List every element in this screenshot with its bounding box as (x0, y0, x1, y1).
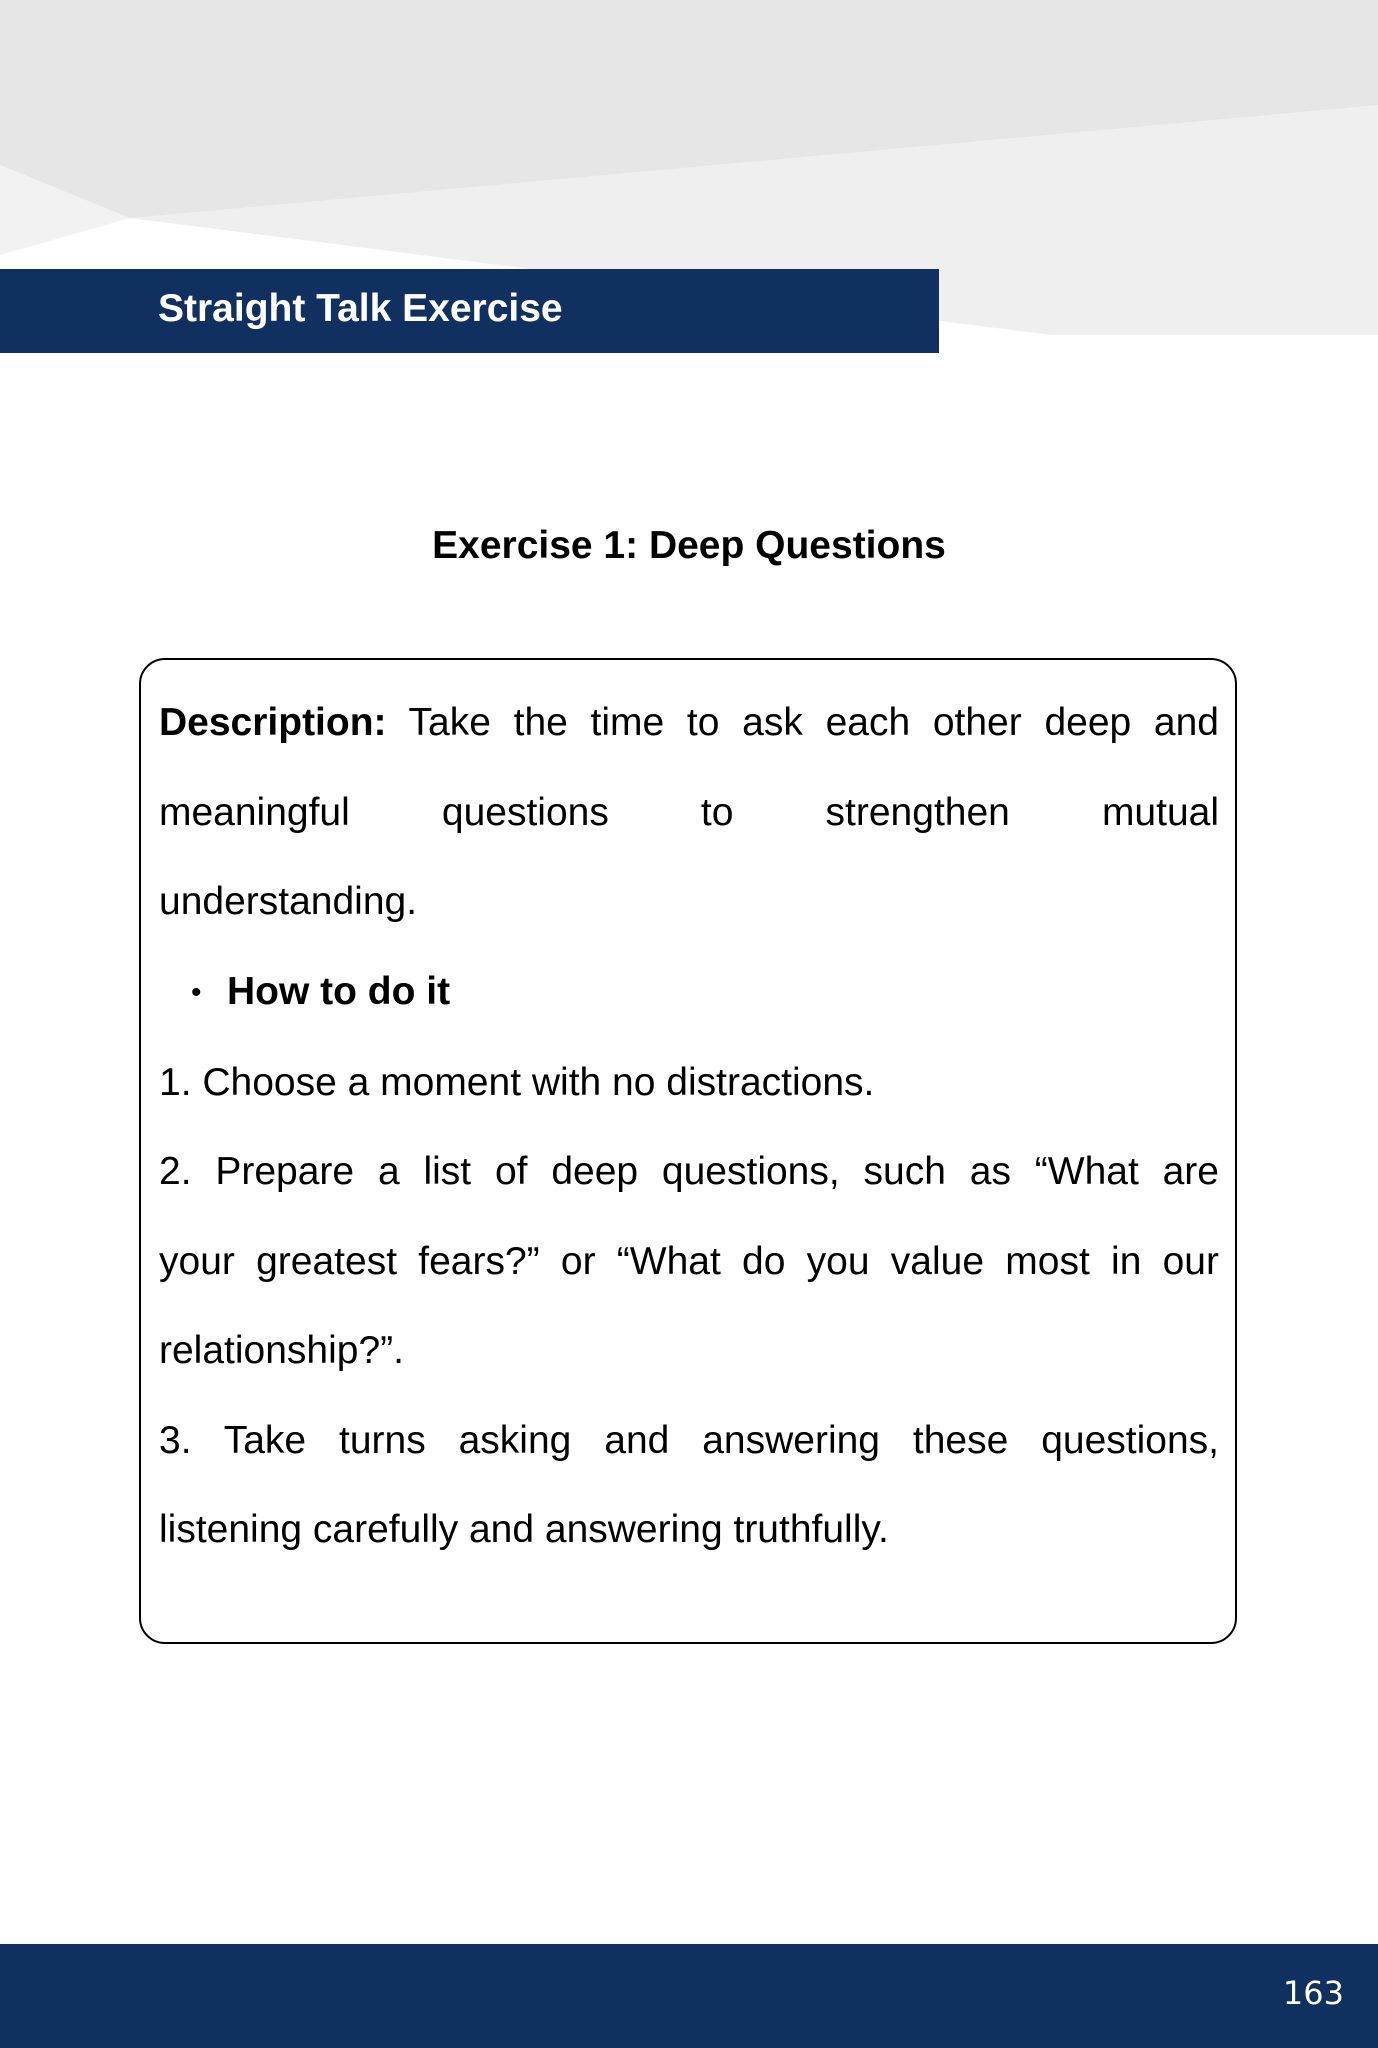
description-line-3: understanding. (159, 880, 418, 923)
step-2-line-1: 2. Prepare a list of deep questions, such as “What are (159, 1150, 1219, 1194)
exercise-box (139, 658, 1237, 1644)
section-title: Straight Talk Exercise (158, 287, 563, 330)
section-title-band (0, 269, 939, 353)
step-3-line-2: listening carefully and answering truthfully. (159, 1508, 889, 1552)
step-2-line-2: your greatest fears?” or “What do you value most in our (159, 1239, 1219, 1283)
page-number: 163 (1282, 1974, 1344, 2012)
step-2-line-3: relationship?”. (159, 1329, 404, 1373)
description-line-2: meaningful questions to strengthen mutual (159, 790, 1219, 834)
how-to-label: How to do it (227, 969, 451, 1013)
bullet-icon: • (191, 976, 202, 1010)
description-line-1 (159, 678, 1219, 768)
description-text-1: Take the time to ask each other deep and (386, 701, 1219, 744)
exercise-title: Exercise 1: Deep Questions (432, 524, 946, 567)
step-1: 1. Choose a moment with no distractions. (159, 1060, 875, 1104)
description-label: Description: (159, 701, 387, 744)
how-to-heading (159, 947, 1219, 1038)
exercise-content (159, 700, 1219, 1575)
step-3-line-1: 3. Take turns asking and answering these questions, (159, 1418, 1219, 1462)
footer-band (0, 1944, 1378, 2048)
